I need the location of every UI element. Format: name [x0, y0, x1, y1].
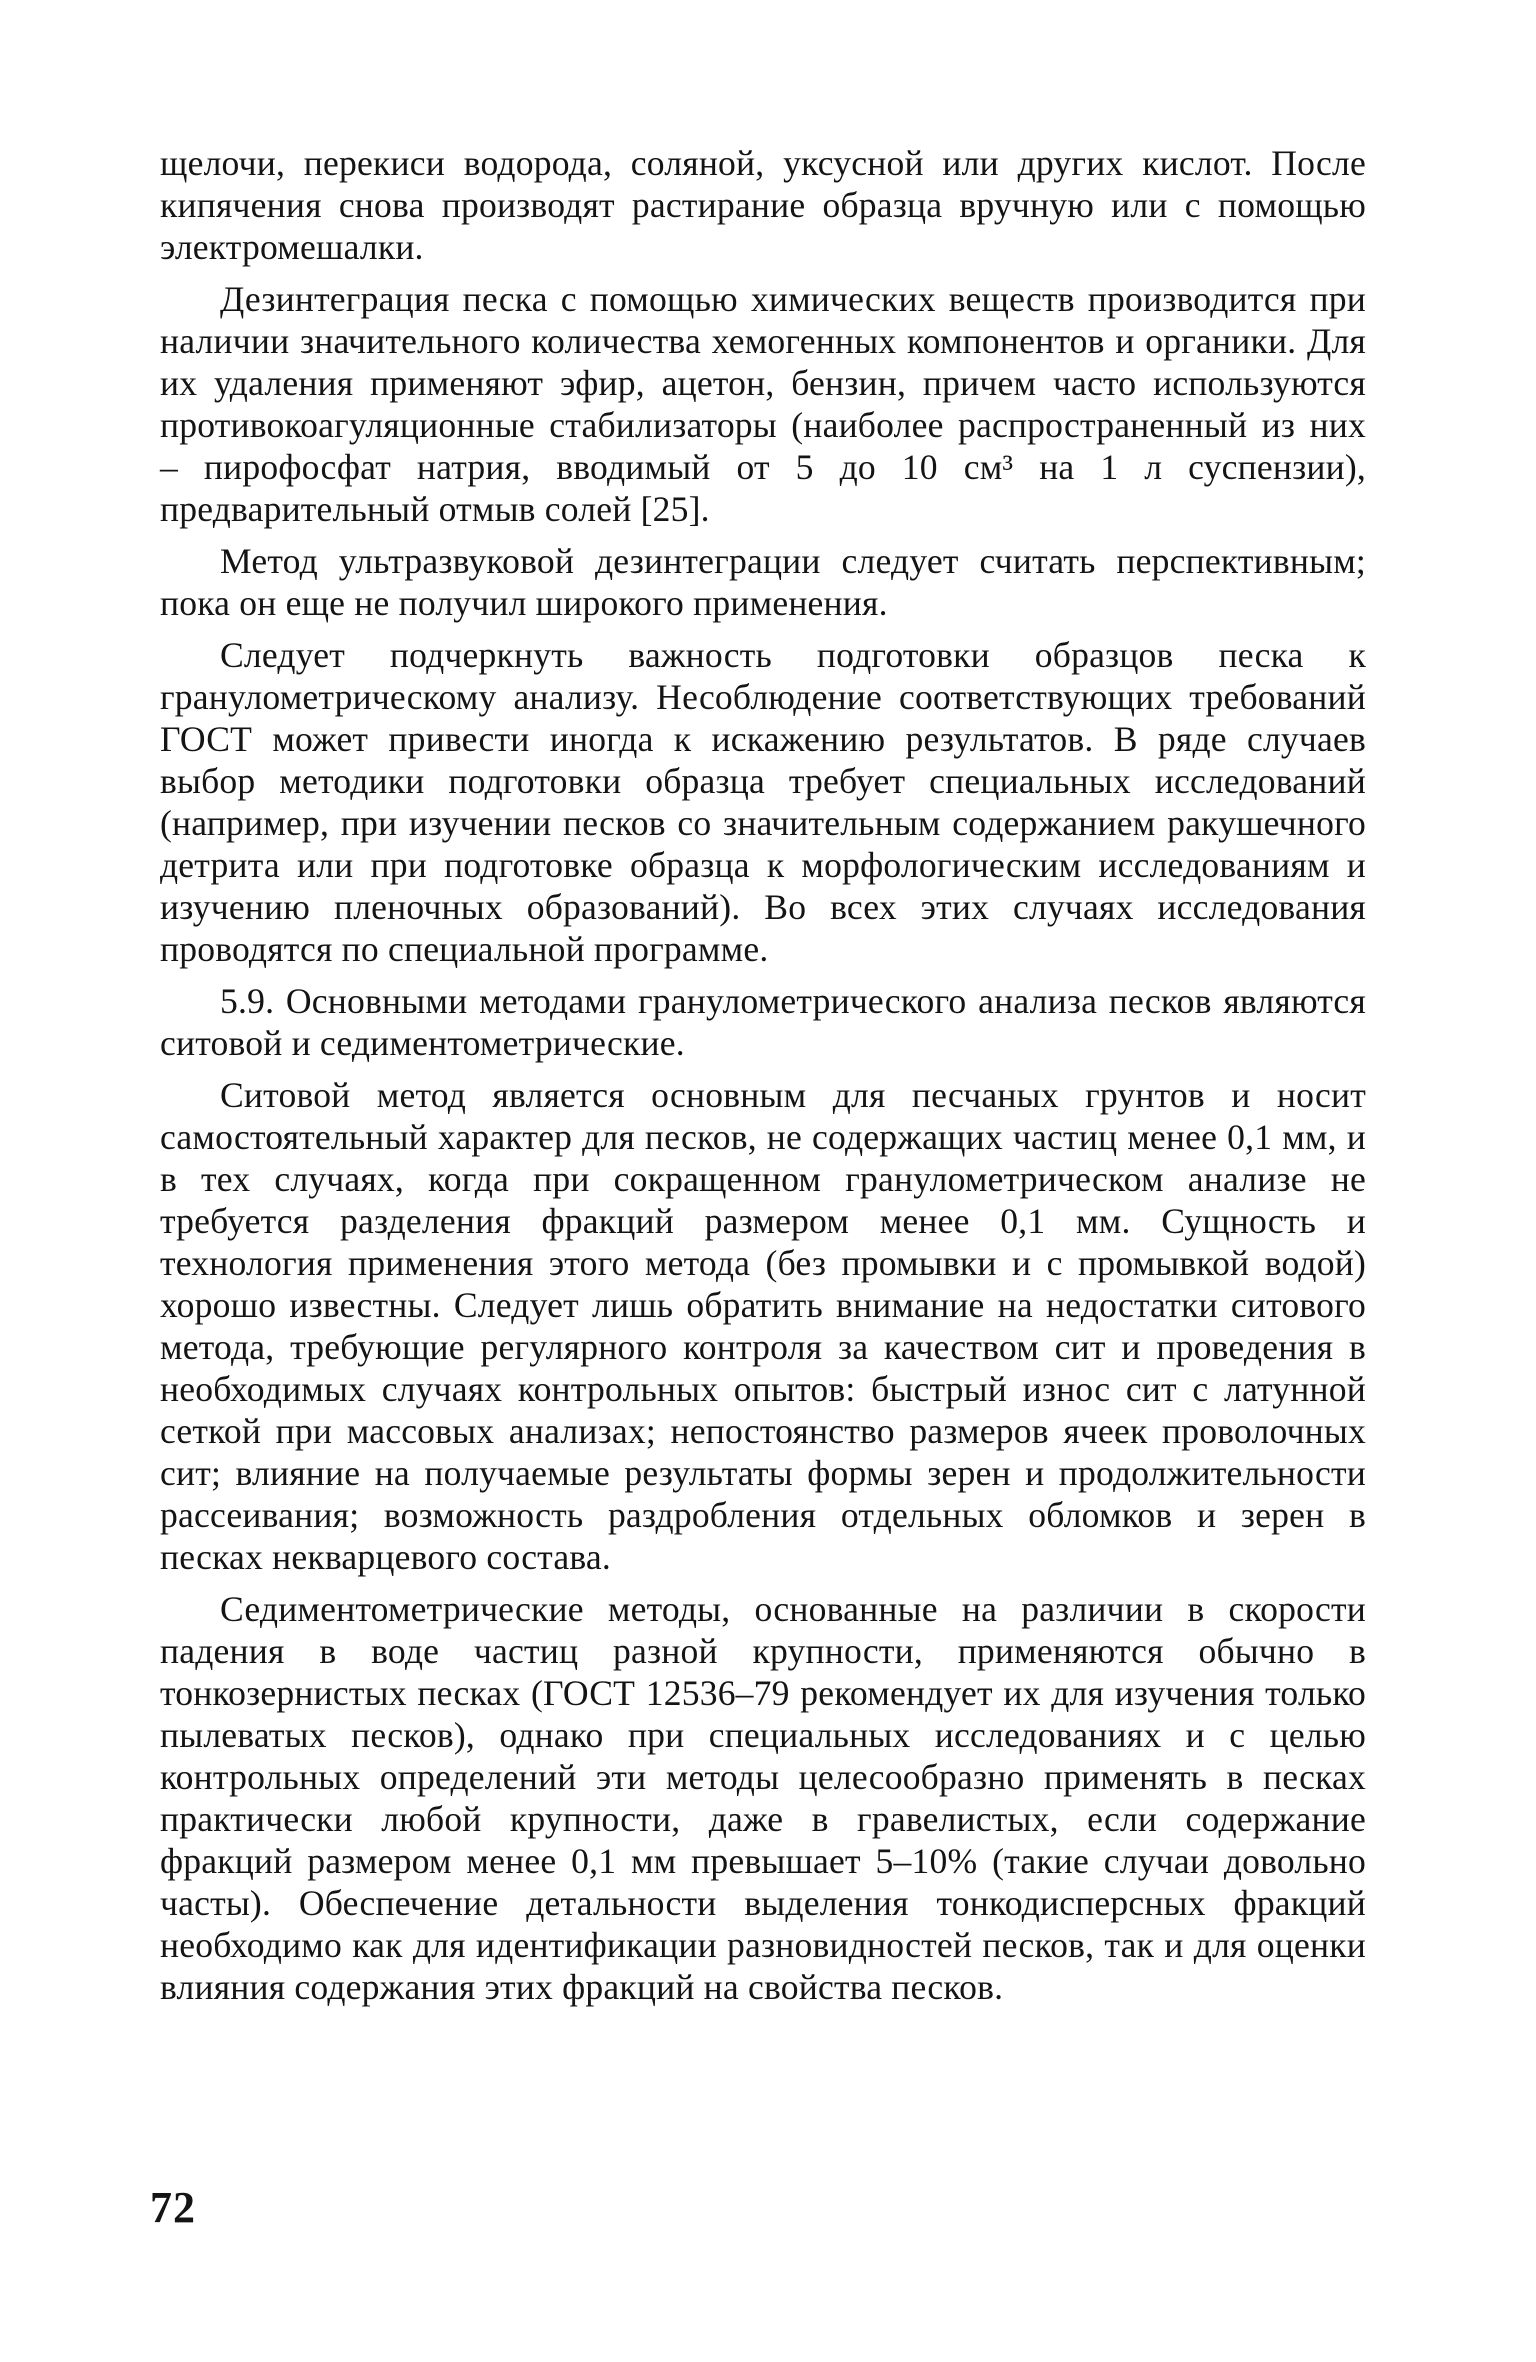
- paragraph-3: Метод ультразвуковой дезинтеграции следует считать перспективным; пока он еще не получил широкого применения.: [160, 541, 1366, 623]
- paragraph-1: щелочи, перекиси водорода, соляной, уксусной или других кислот. После кипячения снова производят растирание образца вручную или с помощью электромешалки.: [160, 143, 1366, 267]
- paragraph-7: Седиментометрические методы, основанные на различии в скорости падения в воде частиц разной крупности, применяются обычно в тонкозернистых песках (ГОСТ 12536–79 рекомендует их для изучения только пылеватых песков), однако при специальных исследованиях и с целью контрольных определений эти методы целесообразно применять в песках практически любой крупности, даже в гравелистых, если содержание фракций размером менее 0,1 мм превышает 5–10% (такие случаи довольно часты). Обеспечение детальности выделения тонкодисперсных фракций необходимо как для идентификации разновидностей песков, так и для оценки влияния содержания этих фракций на свойства песков.: [160, 1589, 1366, 2007]
- page-number: 72: [150, 2183, 196, 2232]
- paragraph-5-section-5-9: 5.9. Основными методами гранулометрического анализа песков являются ситовой и седиментометрические.: [160, 981, 1366, 1063]
- paragraph-6: Ситовой метод является основным для песчаных грунтов и носит самостоятельный характер для песков, не содержащих частиц менее 0,1 мм, и в тех случаях, когда при сокращенном гранулометрическом анализе не требуется разделения фракций размером менее 0,1 мм. Сущность и технология применения этого метода (без промывки и с промывкой водой) хорошо известны. Следует лишь обратить внимание на недостатки ситового метода, требующие регулярного контроля за качеством сит и проведения в необходимых случаях контрольных опытов: быстрый износ сит с латунной сеткой при массовых анализах; непостоянство размеров ячеек проволочных сит; влияние на получаемые результаты формы зерен и продолжительности рассеивания; возможность раздробления отдельных обломков и зерен в песках некварцевого состава.: [160, 1075, 1366, 1577]
- paragraph-4: Следует подчеркнуть важность подготовки образцов песка к гранулометрическому анализу. Несоблюдение соответствующих требований ГОСТ может привести иногда к искажению результатов. В ряде случаев выбор методики подготовки образца требует специальных исследований (например, при изучении песков со значительным содержанием ракушечного детрита или при подготовке образца к морфологическим исследованиям и изучению пленочных образований). Во всех этих случаях исследования проводятся по специальной программе.: [160, 635, 1366, 969]
- page-body: [160, 142, 1366, 2018]
- paragraph-2: Дезинтеграция песка с помощью химических веществ производится при наличии значительного количества хемогенных компонентов и органики. Для их удаления применяют эфир, ацетон, бензин, причем часто используются противокоагуляционные стабилизаторы (наиболее распространенный из них – пирофосфат натрия, вводимый от 5 до 10 см³ на 1 л суспензии), предварительный отмыв солей [25].: [160, 279, 1366, 529]
